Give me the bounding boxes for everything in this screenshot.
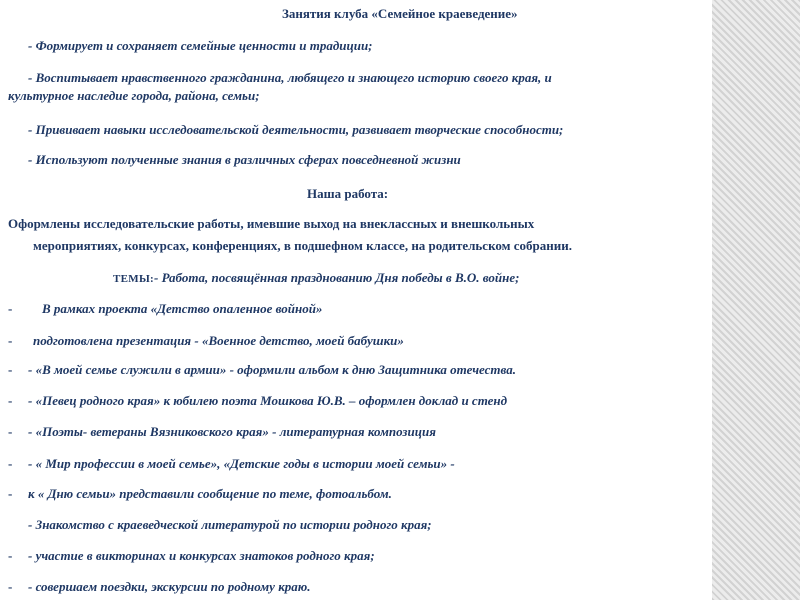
goal-line: - Прививает навыки исследовательской деятельности, развивает творческие способности; [28, 122, 564, 137]
item-line: В рамках проекта «Детство опаленное войной» [42, 301, 323, 316]
themes-line [113, 270, 519, 287]
themes-text: - Работа, посвящённая празднованию Дня победы в В.О. войне; [154, 270, 520, 285]
item-line: - «Поэты- ветераны Вязниковского края» - литературная композиция [28, 424, 436, 439]
bullet-marker: - [8, 579, 13, 594]
item-line: - « Мир профессии в моей семье», «Детские годы в истории моей семьи» - [28, 456, 455, 471]
slide-title: Занятия клуба «Семейное краеведение» [282, 6, 518, 21]
bullet-marker: - [8, 486, 13, 501]
item-line: подготовлена презентация - «Военное детство, моей бабушки» [33, 333, 404, 348]
extra-line: - участие в викторинах и конкурсах знатоков родного края; [28, 548, 375, 563]
goal-line: - Воспитывает нравственного гражданина, любящего и знающего историю своего края, и [28, 70, 552, 85]
item-line: - «Певец родного края» к юбилею поэта Мошкова Ю.В. – оформлен доклад и стенд [28, 393, 508, 408]
bullet-marker: - [8, 333, 13, 348]
bullet-marker: - [8, 301, 13, 316]
item-line: к « Дню семьи» представили сообщение по теме, фотоальбом. [28, 486, 392, 501]
goal-line: - Формирует и сохраняет семейные ценности и традиции; [28, 38, 373, 53]
bullet-marker: - [8, 393, 13, 408]
bullet-marker: - [8, 362, 13, 377]
extra-line: - Знакомство с краеведческой литературой по истории родного края; [28, 517, 432, 532]
goal-line: культурное наследие города, района, семьи; [8, 88, 260, 103]
bullet-marker: - [8, 456, 13, 471]
work-text-line: Оформлены исследовательские работы, имевшие выход на внеклассных и внешкольных [8, 216, 535, 231]
themes-label: ТЕМЫ: [113, 273, 155, 285]
decorative-stripe [712, 0, 800, 600]
bullet-marker: - [8, 424, 13, 439]
work-text-line: мероприятиях, конкурсах, конференциях, в подшефном классе, на родительском собрании. [33, 238, 572, 253]
bullet-marker: - [8, 548, 13, 563]
item-line: - «В моей семье служили в армии» - оформили альбом к дню Защитника отечества. [28, 362, 516, 377]
work-heading: Наша работа: [307, 186, 389, 201]
goal-line: - Используют полученные знания в различных сферах повседневной жизни [28, 152, 461, 167]
extra-line: - совершаем поездки, экскурсии по родному краю. [28, 579, 311, 594]
